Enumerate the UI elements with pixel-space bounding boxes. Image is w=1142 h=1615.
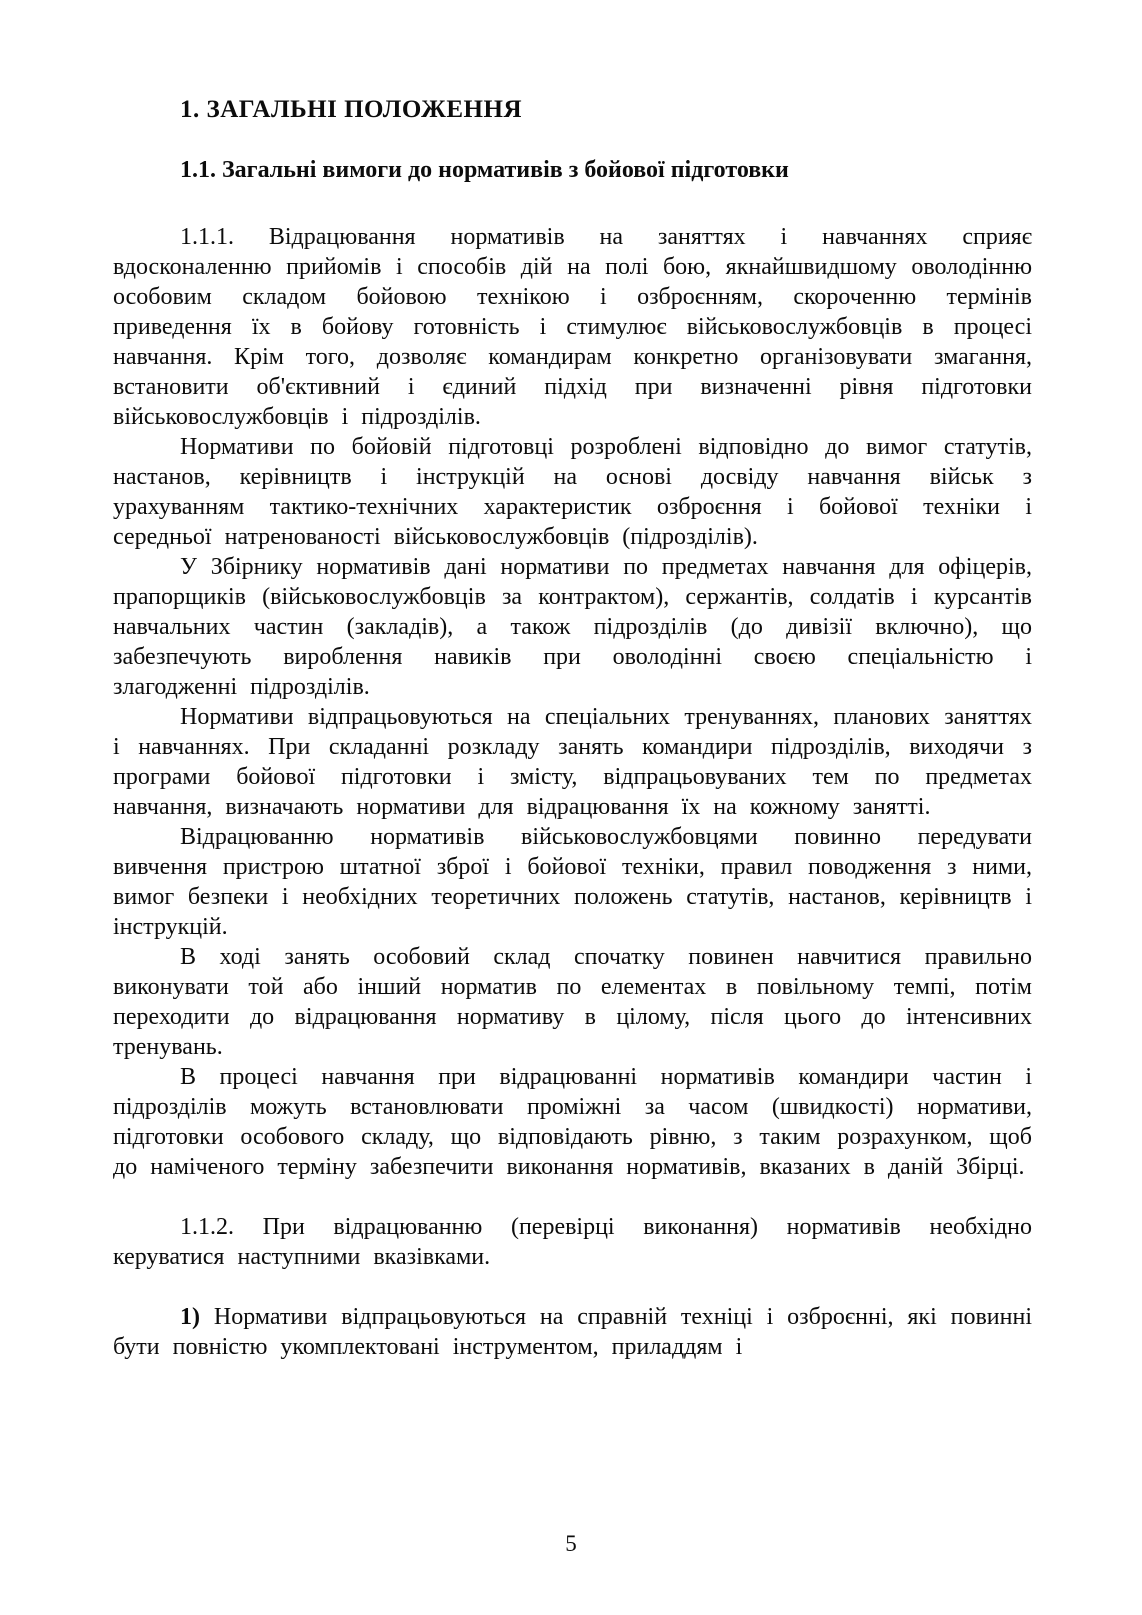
- page-number: 5: [565, 1531, 577, 1556]
- paragraph: Нормативи по бойовій підготовці розроблені відповідно до вимог статутів, настанов, керівництв і інструкцій на основі досвіду навчання військ з урахуванням тактико-технічних характеристик озброєння і бойової техніки і середньої натренованості військовослужбовців (підрозділів).: [113, 434, 1032, 550]
- paragraph: Відрацюванню нормативів військовослужбовцями повинно передувати вивчення пристрою штатної зброї і бойової техніки, правил поводження з ними, вимог безпеки і необхідних теоретичних положень статутів, настанов, керівництв і інструкцій.: [113, 824, 1032, 940]
- paragraph: У Збірнику нормативів дані нормативи по предметах навчання для офіцерів, прапорщиків (військовослужбовців за контрактом), сержантів, солдатів і курсантів навчальних частин (закладів), а також підрозділів (до дивізії включно), що забезпечують вироблення навиків при оволодінні своєю спеціальністю і злагодженні підрозділів.: [113, 554, 1032, 700]
- numbered-list-item: [113, 1302, 1032, 1362]
- paragraph-1-1-2: 1.1.2. При відрацюванню (перевірці виконання) нормативів необхідно керуватися наступними вказівками.: [113, 1214, 1032, 1270]
- section-heading: 1. ЗАГАЛЬНІ ПОЛОЖЕННЯ: [180, 96, 523, 123]
- paragraph: В процесі навчання при відрацюванні нормативів командири частин і підрозділів можуть встановлювати проміжні за часом (швидкості) нормативи, підготовки особового складу, що відповідають рівню, з таким розрахунком, щоб до наміченого терміну забезпечити виконання нормативів, вказаних в даній Збірці.: [113, 1064, 1032, 1180]
- paragraph: В ході занять особовий склад спочатку повинен навчитися правильно виконувати той або інший норматив по елементах в повільному темпі, потім переходити до відрацювання нормативу в цілому, після цього до інтенсивних тренувань.: [113, 944, 1032, 1060]
- paragraph: Нормативи відпрацьовуються на спеціальних тренуваннях, планових заняттях і навчаннях. При складанні розкладу занять командири підрозділів, виходячи з програми бойової підготовки і змісту, відпрацьовуваних тем по предметах навчання, визначають нормативи для відрацювання їх на кожному занятті.: [113, 704, 1032, 820]
- paragraph-1-1-1: 1.1.1. Відрацювання нормативів на заняттях і навчаннях сприяє вдосконаленню прийомів і способів дій на полі бою, якнайшвидшому оволодінню особовим складом бойовою технікою і озброєнням, скороченню термінів приведення їх в бойову готовність і стимулює військовослужбовців в процесі навчання. Крім того, дозволяє командирам конкретно організовувати змагання, встановити об'єктивний і єдиний підхід при визначенні рівня підготовки військовослужбовців і підрозділів.: [113, 224, 1032, 430]
- list-item-text: Нормативи відпрацьовуються на справній техніці і озброєнні, які повинні бути повністю укомплектовані інструментом, приладдям і: [113, 1304, 1032, 1360]
- list-item-marker: 1): [180, 1304, 200, 1330]
- subsection-heading: 1.1. Загальні вимоги до нормативів з бойової підготовки: [180, 157, 789, 183]
